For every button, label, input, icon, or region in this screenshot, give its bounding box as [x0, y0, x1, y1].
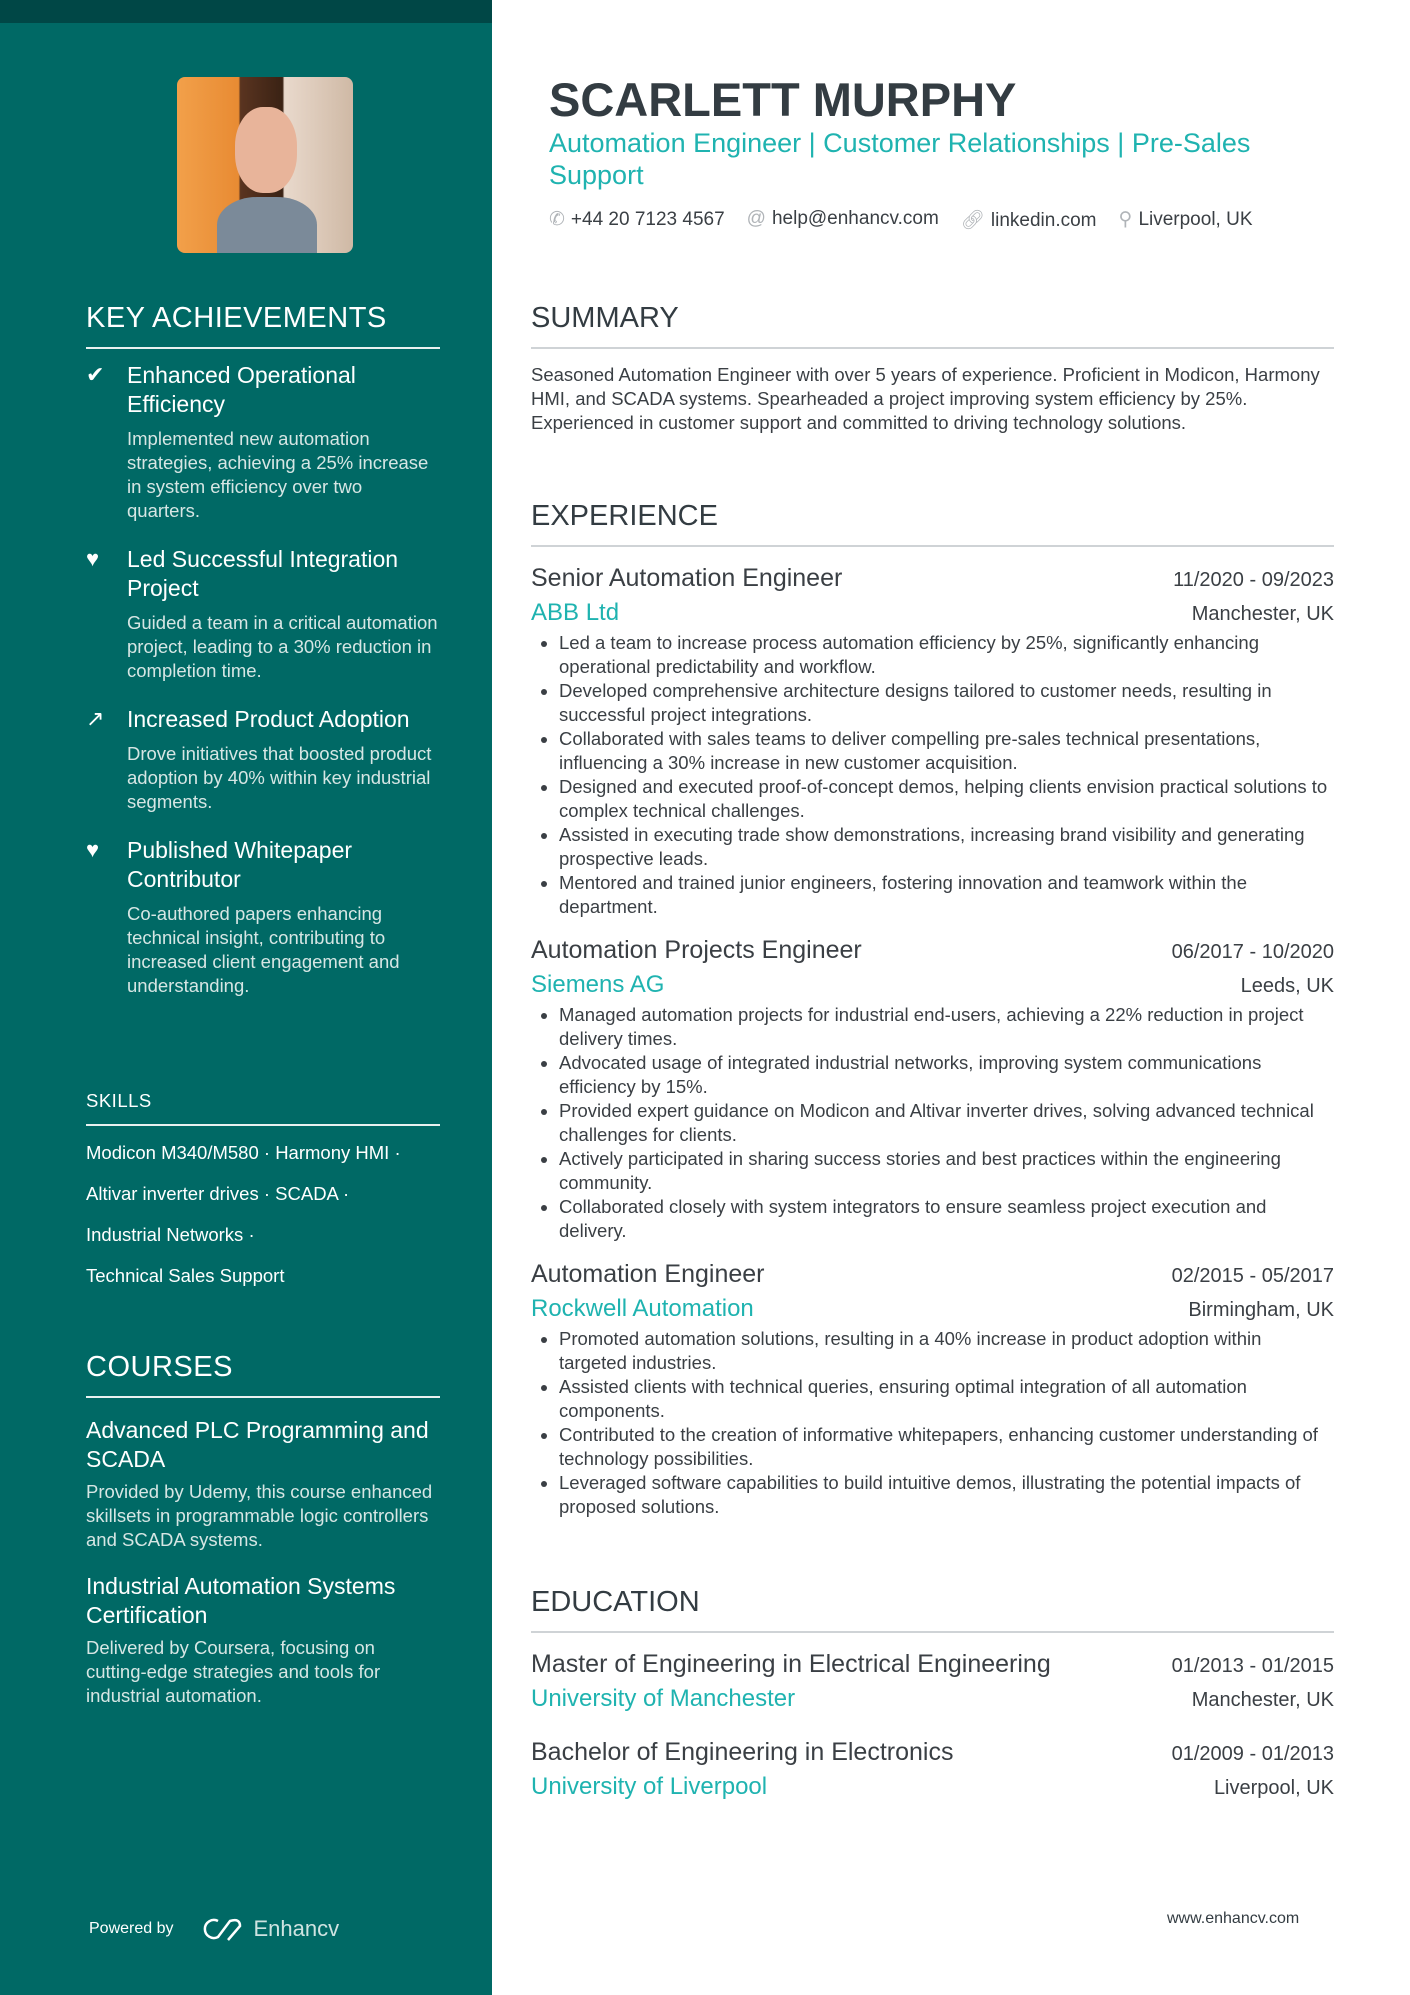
contact-item[interactable]	[549, 208, 725, 232]
contact-item[interactable]	[747, 208, 939, 232]
school-name: University of Manchester	[531, 1685, 796, 1712]
experience-section	[531, 500, 1334, 1533]
section-heading: EDUCATION	[531, 1586, 1334, 1633]
candidate-name: SCARLETT MURPHY	[549, 73, 1017, 126]
heart-icon: ♥	[86, 837, 100, 862]
website-link[interactable]: www.enhancv.com	[1167, 1910, 1300, 1927]
job-company-row	[531, 595, 1334, 631]
achievement-title: Increased Product Adoption	[127, 706, 410, 732]
bullet-item: • Managed automation projects for industrial end-users, achieving a 22% reduction in project delivery times.	[559, 1003, 1334, 1051]
contact-item[interactable]	[1119, 208, 1253, 232]
powered-by-label: Powered by	[89, 1920, 174, 1937]
at-icon: @	[746, 208, 766, 229]
contact-text: linkedin.com	[990, 210, 1097, 231]
company-name: Siemens AG	[531, 971, 665, 998]
course-description: Delivered by Coursera, focusing on cutting-edge strategies and tools for industrial automation.	[86, 1637, 381, 1706]
course-item	[86, 1416, 440, 1552]
bullet-item: • Advocated usage of integrated industrial networks, improving system communications efficiency by 15%.	[559, 1051, 1334, 1099]
brand-name: Enhancv	[253, 1916, 340, 1941]
skill-line: Modicon M340/M580 · Harmony HMI ·	[86, 1142, 401, 1163]
job-dates: 06/2017 - 10/2020	[1171, 941, 1334, 963]
summary-text: Seasoned Automation Engineer with over 5 years of experience. Proficient in Modicon, Harmony HMI, and SCADA systems. Spearheaded a project improving system efficiency by 25%. Experienced in customer support and committed to driving technology solutions.	[531, 364, 1320, 433]
achievement-item	[86, 545, 440, 683]
achievement-description: Drove initiatives that boosted product adoption by 40% within key industrial segments.	[127, 743, 432, 812]
bullet-item: • Actively participated in sharing success stories and best practices within the engineering community.	[559, 1147, 1334, 1195]
section-heading: COURSES	[86, 1351, 440, 1398]
skill-line: Industrial Networks ·	[86, 1224, 255, 1245]
achievement-title: Enhanced Operational Efficiency	[127, 362, 356, 417]
education-header	[531, 1647, 1334, 1681]
bullet-item: • Developed comprehensive architecture designs tailored to customer needs, resulting in successful project integrations.	[559, 679, 1334, 727]
bullet-item: • Assisted clients with technical queries, ensuring optimal integration of all automation components.	[559, 1375, 1334, 1423]
skill-line: Altivar inverter drives · SCADA ·	[86, 1183, 350, 1204]
achievements-section	[86, 302, 440, 1020]
profile-photo	[177, 77, 353, 253]
skill-line: Technical Sales Support	[86, 1265, 285, 1286]
job-dates: 11/2020 - 09/2023	[1173, 569, 1334, 591]
heart-icon: ♥	[86, 546, 100, 571]
growth-icon: ↗	[86, 706, 105, 731]
skills-section	[86, 1090, 440, 1296]
job-entry	[531, 1257, 1334, 1519]
course-title: Industrial Automation Systems Certification	[86, 1573, 396, 1628]
course-description: Provided by Udemy, this course enhanced skillsets in programmable logic controllers and SCADA systems.	[86, 1481, 433, 1550]
job-dates: 02/2015 - 05/2017	[1171, 1265, 1334, 1287]
education-entry	[531, 1647, 1334, 1717]
degree: Master of Engineering in Electrical Engineering	[531, 1650, 1051, 1678]
enhancv-logo[interactable]	[200, 1916, 340, 1942]
bullet-item: • Designed and executed proof-of-concept demos, helping clients envision practical solutions to complex technical challenges.	[559, 775, 1334, 823]
job-bullets	[559, 631, 1334, 919]
school-location: Manchester, UK	[1191, 1689, 1334, 1711]
company-name: Rockwell Automation	[531, 1295, 754, 1322]
check-icon: ✔	[86, 362, 105, 387]
achievement-description: Guided a team in a critical automation project, leading to a 30% reduction in completion time.	[127, 612, 438, 681]
bullet-item: • Promoted automation solutions, resulting in a 40% increase in product adoption within targeted industries.	[559, 1327, 1334, 1375]
school-name: University of Liverpool	[531, 1773, 768, 1800]
section-heading: SKILLS	[86, 1090, 440, 1126]
achievement-item	[86, 361, 440, 523]
education-dates: 01/2013 - 01/2015	[1171, 1655, 1334, 1677]
contact-text: +44 20 7123 4567	[570, 209, 725, 230]
achievement-item	[86, 836, 440, 998]
achievement-body	[127, 361, 440, 523]
education-section	[531, 1586, 1334, 1819]
job-entry	[531, 561, 1334, 919]
contact-text: help@enhancv.com	[771, 208, 939, 229]
contact-text: Liverpool, UK	[1138, 209, 1253, 230]
bullet-item: • Contributed to the creation of informative whitepapers, enhancing customer understanding of technology possibilities.	[559, 1423, 1334, 1471]
job-company-row	[531, 967, 1334, 1003]
achievement-body	[127, 836, 440, 998]
school-row	[531, 1681, 1334, 1717]
course-item	[86, 1572, 440, 1708]
achievement-title: Published Whitepaper Contributor	[127, 837, 353, 892]
education-dates: 01/2009 - 01/2013	[1171, 1743, 1334, 1765]
section-heading: EXPERIENCE	[531, 500, 1334, 547]
job-title: Senior Automation Engineer	[531, 564, 843, 592]
bullet-item: • Assisted in executing trade show demonstrations, increasing brand visibility and generating prospective leads.	[559, 823, 1334, 871]
achievement-body	[127, 705, 440, 814]
course-title: Advanced PLC Programming and SCADA	[86, 1417, 429, 1472]
contact-info	[549, 208, 1253, 232]
bullet-item: • Led a team to increase process automation efficiency by 25%, significantly enhancing operational predictability and workflow.	[559, 631, 1334, 679]
job-header	[531, 561, 1334, 595]
job-bullets	[559, 1003, 1334, 1243]
sidebar	[0, 0, 492, 1995]
school-row	[531, 1769, 1334, 1805]
school-location: Liverpool, UK	[1213, 1777, 1334, 1799]
degree: Bachelor of Engineering in Electronics	[531, 1738, 954, 1766]
job-title: Automation Projects Engineer	[531, 936, 862, 964]
company-name: ABB Ltd	[531, 599, 620, 626]
job-entry	[531, 933, 1334, 1243]
section-heading: SUMMARY	[531, 302, 1334, 349]
top-bar	[0, 0, 492, 23]
bullet-item: • Collaborated with sales teams to deliver compelling pre-sales technical presentations, influencing a 30% increase in new customer acquisition.	[559, 727, 1334, 775]
job-location: Birmingham, UK	[1188, 1299, 1334, 1321]
job-location: Manchester, UK	[1191, 603, 1334, 625]
achievement-description: Co-authored papers enhancing technical insight, contributing to increased client engagement and understanding.	[127, 903, 400, 996]
achievement-body	[127, 545, 440, 683]
job-company-row	[531, 1291, 1334, 1327]
enhancv-logo-icon	[200, 1916, 246, 1942]
achievement-item	[86, 705, 440, 814]
job-header	[531, 1257, 1334, 1291]
link-icon: 🔗︎	[960, 210, 985, 231]
education-entry	[531, 1735, 1334, 1805]
job-location: Leeds, UK	[1240, 975, 1334, 997]
contact-item[interactable]	[961, 208, 1097, 232]
summary-section	[531, 302, 1334, 435]
education-header	[531, 1735, 1334, 1769]
bullet-item: • Provided expert guidance on Modicon and Altivar inverter drives, solving advanced technical challenges for clients.	[559, 1099, 1334, 1147]
job-bullets	[559, 1327, 1334, 1519]
bullet-item: • Mentored and trained junior engineers, fostering innovation and teamwork within the department.	[559, 871, 1334, 919]
achievement-description: Implemented new automation strategies, achieving a 25% increase in system efficiency over two quarters.	[127, 428, 429, 521]
powered-by	[89, 1916, 339, 1942]
courses-section	[86, 1351, 440, 1728]
bullet-item: • Collaborated closely with system integrators to ensure seamless project execution and delivery.	[559, 1195, 1334, 1243]
job-header	[531, 933, 1334, 967]
phone-icon: ✆	[549, 209, 565, 230]
section-heading: KEY ACHIEVEMENTS	[86, 302, 440, 349]
location-icon: ⚲	[1118, 209, 1133, 230]
job-title: Automation Engineer	[531, 1260, 765, 1288]
achievement-title: Led Successful Integration Project	[127, 546, 399, 601]
bullet-item: • Leveraged software capabilities to build intuitive demos, illustrating the potential impacts of proposed solutions.	[559, 1471, 1334, 1519]
candidate-title: Automation Engineer | Customer Relationships | Pre-Sales Support	[549, 128, 1251, 190]
